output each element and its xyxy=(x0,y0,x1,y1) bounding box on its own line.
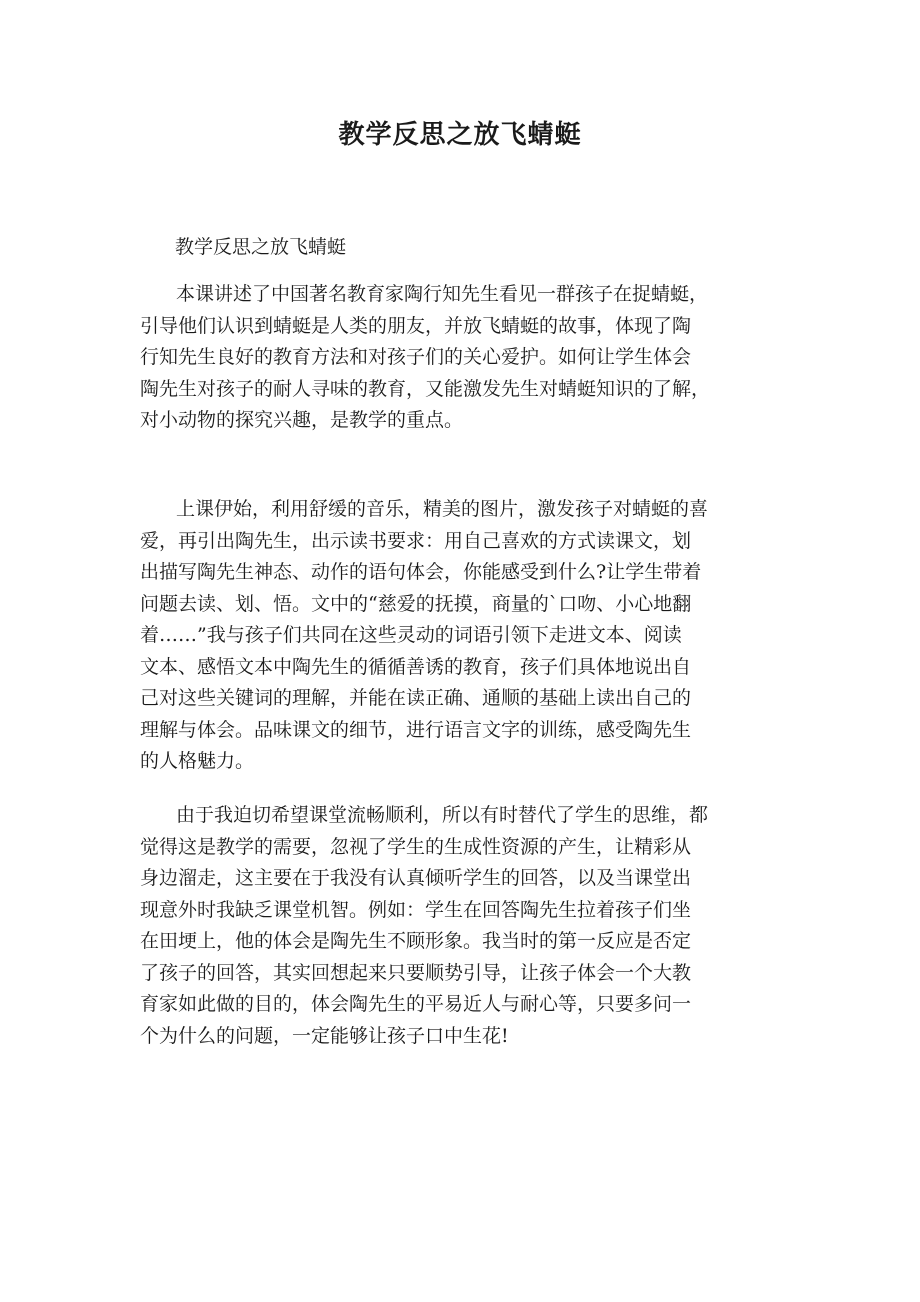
paragraph-line: 身边溜走，这主要在于我没有认真倾听学生的回答，以及当课堂出 xyxy=(140,867,692,889)
paragraph-line: 本课讲述了中国著名教育家陶行知先生看见一群孩子在捉蜻蜓， xyxy=(176,283,709,305)
paragraph-line: 了孩子的回答，其实回想起来只要顺势引导，让孩子体会一个大教 xyxy=(140,961,692,984)
paragraph-line: 现意外时我缺乏课堂机智。例如：学生在回答陶先生拉着孩子们坐 xyxy=(140,898,692,921)
paragraph-line: 问题去读、划、悟。文中的“慈爱的抚摸，商量的`口吻、小心地翻 xyxy=(140,592,692,615)
paragraph-1 xyxy=(140,279,800,437)
document-title: 教学反思之放飞蜻蜓 xyxy=(338,120,582,150)
paragraph-line: 由于我迫切希望课堂流畅顺利，所以有时替代了学生的思维，都 xyxy=(176,804,709,826)
paragraph-line: 文本、感悟文本中陶先生的循循善诱的教育，孩子们具体地说出自 xyxy=(140,655,692,678)
paragraph-line: 个为什么的问题，一定能够让孩子口中生花! xyxy=(140,1024,509,1047)
paragraph-line: 陶先生对孩子的耐人寻味的教育，又能激发先生对蜻蜓知识的了解， xyxy=(140,377,711,400)
paragraph-line: 己对这些关键词的理解，并能在读正确、通顺的基础上读出自己的 xyxy=(140,687,692,709)
document-subtitle: 教学反思之放飞蜻蜓 xyxy=(175,236,347,258)
paragraph-line: 引导他们认识到蜻蜓是人类的朋友，并放飞蜻蜓的故事，体现了陶 xyxy=(140,314,692,337)
paragraph-line: 着……”我与孩子们共同在这些灵动的词语引领下走进文本、阅读 xyxy=(140,624,682,646)
paragraph-2 xyxy=(140,494,800,778)
paragraph-line: 出描写陶先生神态、动作的语句体会，你能感受到什么?让学生带着 xyxy=(140,561,702,583)
paragraph-line: 的人格魅力。 xyxy=(140,750,255,772)
paragraph-line: 育家如此做的目的，体会陶先生的平易近人与耐心等，只要多问一 xyxy=(140,993,692,1015)
paragraph-line: 行知先生良好的教育方法和对孩子们的关心爱护。如何让学生体会 xyxy=(140,346,692,368)
paragraph-line: 觉得这是教学的需要，忽视了学生的生成性资源的产生，让精彩从 xyxy=(140,835,692,858)
paragraph-3 xyxy=(140,800,800,1052)
paragraph-line: 爱，再引出陶先生，出示读书要求：用自己喜欢的方式读课文，划 xyxy=(140,529,692,552)
paragraph-line: 理解与体会。品味课文的细节，进行语言文字的训练，感受陶先生 xyxy=(140,718,692,741)
paragraph-line: 在田埂上，他的体会是陶先生不顾形象。我当时的第一反应是否定 xyxy=(140,930,692,952)
paragraph-line: 对小动物的探究兴趣，是教学的重点。 xyxy=(140,409,464,431)
paragraph-line: 上课伊始，利用舒缓的音乐，精美的图片，激发孩子对蜻蜓的喜 xyxy=(176,498,709,520)
